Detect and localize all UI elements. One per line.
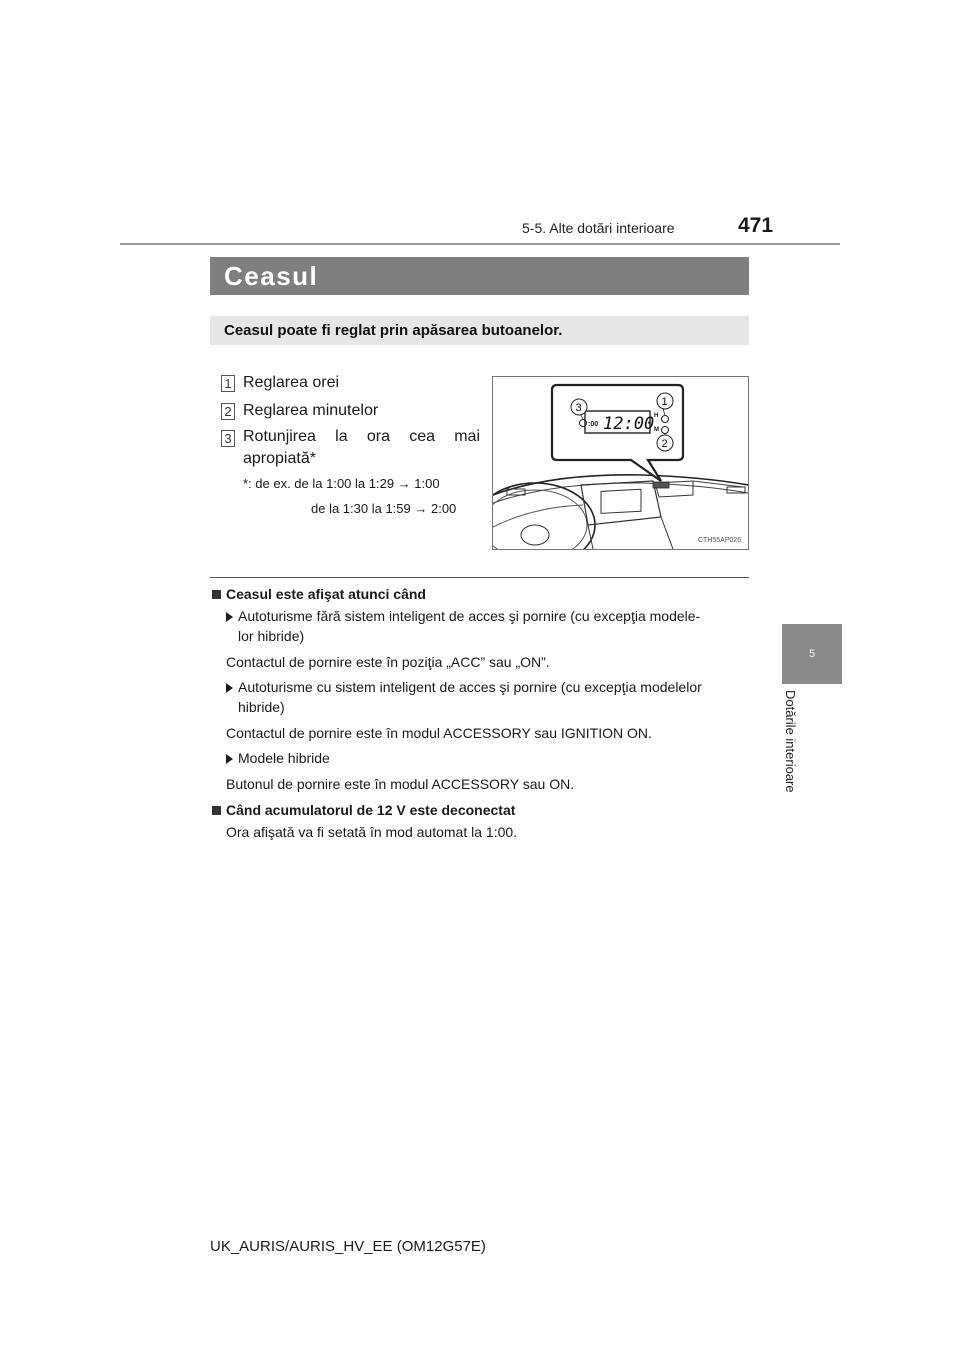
callout-1: 1 <box>661 396 668 408</box>
intro-text: Ceasul poate fi reglat prin apăsarea butoanelor. <box>224 322 563 339</box>
figure-code: CTH55AP026 <box>698 537 742 544</box>
round-button-label: :00 <box>588 421 599 428</box>
case-3-label: Modele hibride <box>226 748 330 768</box>
case-2-label: Autoturisme cu sistem inteligent de acces şi pornire (cu excepţia modelelor <box>226 677 702 697</box>
page-number: 471 <box>738 214 774 237</box>
header-divider <box>120 243 840 245</box>
item-text-2: Reglarea minutelor <box>243 402 379 419</box>
case-1-label-cont: lor hibride) <box>238 628 305 644</box>
heading-text: Ceasul este afişat atunci când <box>226 586 426 602</box>
case-1-text: Contactul de pornire este în poziţia „ACC” sau „ON”. <box>226 654 550 670</box>
case-2-text: Contactul de pornire este în modul ACCESSORY sau IGNITION ON. <box>226 725 652 741</box>
case-1-label: Autoturisme fără sistem inteligent de acces şi pornire (cu excepţia modele- <box>226 606 700 626</box>
callout-2: 2 <box>661 438 668 450</box>
item-number-3: 3 <box>221 430 235 447</box>
section-heading-battery <box>212 800 515 820</box>
dashboard-drawing <box>493 377 748 549</box>
square-bullet-icon <box>212 806 221 815</box>
case-3-text: Butonul de pornire este în modul ACCESSORY sau ON. <box>226 776 575 792</box>
footnote-line-2: de la 1:30 la 1:59 → 2:00 <box>311 501 457 516</box>
chapter-number: 5 <box>808 648 816 660</box>
section-reference: 5-5. Alte dotări interioare <box>522 220 675 236</box>
document-footer: UK_AURIS/AURIS_HV_EE (OM12G57E) <box>210 1238 486 1255</box>
item-number-2: 2 <box>221 403 235 420</box>
case-2-label-cont: hibride) <box>238 699 285 715</box>
item-text-1: Reglarea orei <box>243 374 340 391</box>
section-heading-display <box>212 584 426 604</box>
callout-3: 3 <box>575 402 582 414</box>
triangle-bullet-icon <box>226 612 233 622</box>
chapter-title: Dotările interioare <box>783 690 798 793</box>
square-bullet-icon <box>212 590 221 599</box>
item-text-3-line1: Rotunjirea la ora cea mai <box>243 428 480 445</box>
section-title-bar <box>210 257 749 295</box>
clock-illustration <box>492 376 749 550</box>
chapter-tab <box>782 624 842 684</box>
battery-text: Ora afişată va fi setată în mod automat la 1:00. <box>226 824 518 840</box>
heading-text: Când acumulatorul de 12 V este deconectat <box>226 802 516 818</box>
triangle-bullet-icon <box>226 754 233 764</box>
intro-bar <box>210 316 749 345</box>
section-title: Ceasul <box>224 261 319 291</box>
item-text-3-line2: apropiată* <box>243 450 316 467</box>
content-divider <box>210 577 749 578</box>
chapter-title-vertical <box>778 690 802 840</box>
minute-button-label: M <box>654 427 659 433</box>
hour-button-label: H <box>654 413 659 419</box>
triangle-bullet-icon <box>226 683 233 693</box>
footnote-line-1: *: de ex. de la 1:00 la 1:29 → 1:00 <box>243 476 440 491</box>
clock-display: 12:00 <box>603 414 655 434</box>
item-number-1: 1 <box>221 375 235 392</box>
